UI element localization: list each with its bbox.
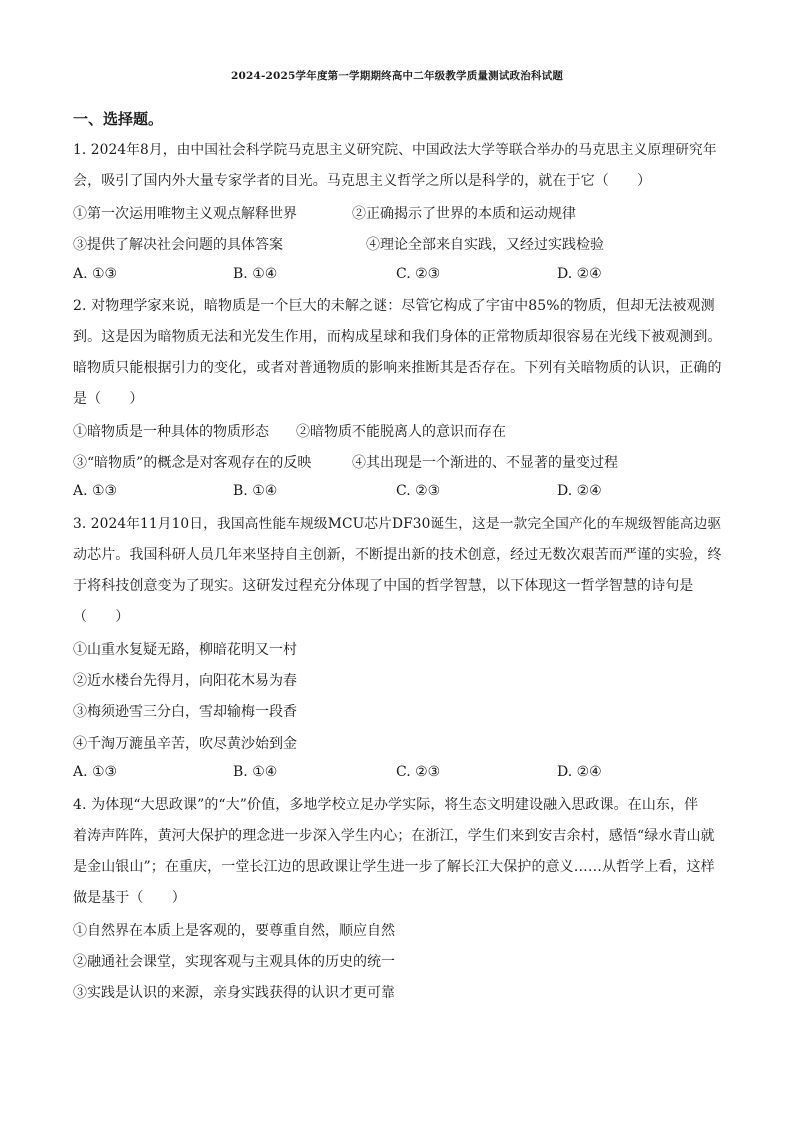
q2-stem-line: 2. 对物理学家来说，暗物质是一个巨大的未解之谜：尽管它构成了宇宙中85%的物质，但却无法被观测: [73, 298, 715, 314]
q1-stem-line: 1. 2024年8月，由中国社会科学院马克思主义研究院、中国政法大学等联合举办的马克思主义原理研究年: [73, 142, 717, 158]
q4-statement: ①自然界在本质上是客观的，要尊重自然，顺应自然: [73, 923, 395, 939]
q2-choice-b: B. ①④: [233, 483, 278, 499]
page-title: 2024-2025学年度第一学期期终高中二年级教学质量测试政治科试题: [230, 70, 564, 82]
q1-stem-line: 会，吸引了国内外大量专家学者的目光。马克思主义哲学之所以是科学的，就在于它（ ）: [73, 173, 652, 189]
q2-statement: ③“暗物质”的概念是对客观存在的反映: [73, 455, 312, 471]
q1-choice-d: D. ②④: [557, 266, 602, 282]
q4-stem-line: 着涛声阵阵，黄河大保护的理念进一步深入学生内心；在浙江，学生们来到安吉余村，感悟“绿水青山就: [73, 828, 715, 844]
q4-stem-line: 做是基于（ ）: [73, 890, 186, 906]
q3-stem-line: 于将科技创意变为了现实。这研发过程充分体现了中国的哲学智慧，以下体现这一哲学智慧的诗句是: [73, 578, 694, 594]
q2-choice-d: D. ②④: [557, 483, 602, 499]
section-heading: 一、选择题。: [73, 110, 164, 128]
q4-stem-line: 4. 为体现“大思政课”的“大”价值，多地学校立足办学实际，将生态文明建设融入思政课。在山东，伴: [73, 797, 699, 813]
q1-statement: ④理论全部来自实践，又经过实践检验: [366, 237, 604, 253]
q3-choice-b: B. ①④: [233, 764, 278, 780]
q3-statement: ②近水楼台先得月，向阳花木易为春: [73, 673, 297, 689]
q2-statement: ②暗物质不能脱离人的意识而存在: [296, 424, 506, 440]
q4-stem-line: 是金山银山”；在重庆，一堂长江边的思政课让学生进一步了解长江大保护的意义……从哲学上看，这样: [73, 859, 715, 875]
q2-stem-line: 暗物质只能根据引力的变化，或者对普通物质的影响来推断其是否存在。下列有关暗物质的认识，正确的: [73, 360, 722, 376]
q1-statement: ③提供了解决社会问题的具体答案: [73, 237, 283, 253]
q3-choice-c: C. ②③: [396, 764, 441, 780]
q3-statement: ④千淘万漉虽辛苦，吹尽黄沙始到金: [73, 736, 297, 752]
q4-statement: ③实践是认识的来源，亲身实践获得的认识才更可靠: [73, 985, 395, 1001]
q2-stem-line: 到。这是因为暗物质无法和光发生作用，而构成星球和我们身体的正常物质却很容易在光线下被观测到。: [73, 329, 722, 345]
q1-choice-b: B. ①④: [233, 266, 278, 282]
q1-choice-a: A. ①③: [73, 266, 118, 282]
q2-choice-c: C. ②③: [396, 483, 441, 499]
q4-statement: ②融通社会课堂，实现客观与主观具体的历史的统一: [73, 954, 395, 970]
q2-statement: ④其出现是一个渐进的、不显著的量变过程: [352, 455, 618, 471]
q3-statement: ①山重水复疑无路，柳暗花明又一村: [73, 642, 297, 658]
q3-choice-d: D. ②④: [557, 764, 602, 780]
q2-statement: ①暗物质是一种具体的物质形态: [73, 424, 269, 440]
q1-statement: ②正确揭示了世界的本质和运动规律: [352, 206, 576, 222]
q3-statement: ③梅须逊雪三分白，雪却输梅一段香: [73, 704, 297, 720]
q3-stem-line: （ ）: [73, 609, 130, 625]
q2-stem-line: 是（ ）: [73, 391, 144, 407]
q3-stem-line: 3. 2024年11月10日，我国高性能车规级MCU芯片DF30诞生，这是一款完全国产化的车规级智能高边驱: [73, 516, 722, 532]
q3-choice-a: A. ①③: [73, 764, 118, 780]
q3-stem-line: 动芯片。我国科研人员几年来坚持自主创新，不断提出新的技术创意，经过无数次艰苦而严谨的实验，终: [73, 547, 722, 563]
q1-choice-c: C. ②③: [396, 266, 441, 282]
q2-choice-a: A. ①③: [73, 483, 118, 499]
q1-statement: ①第一次运用唯物主义观点解释世界: [73, 206, 297, 222]
